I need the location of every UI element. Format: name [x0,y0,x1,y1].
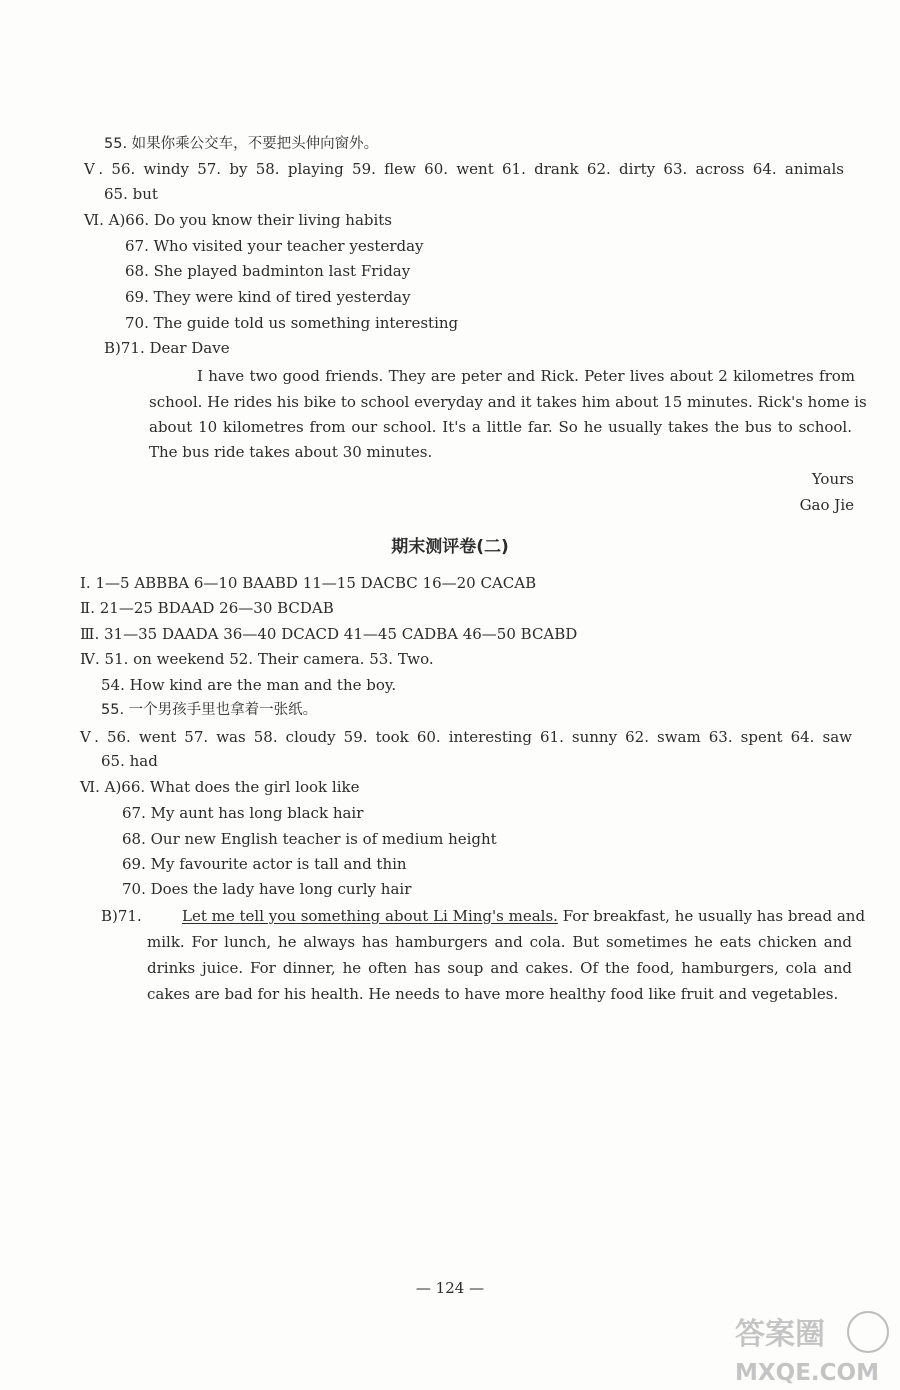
section-iv-line-1: Ⅳ. 51. on weekend 52. Their camera. 53. Two. [80,650,434,668]
section-vi-2-b-label: B)71. [101,907,142,925]
essay-topic-sentence: Let me tell you something about Li Ming's meals. [182,907,558,925]
site-watermark [718,1308,896,1386]
section-v-2-line-2: 65. had [101,752,158,770]
watermark-top-text: 答案圈 [735,1317,825,1352]
section-vi-2-a-67: 67. My aunt has long black hair [122,804,364,822]
section-vi-a-67: 67. Who visited your teacher yesterday [125,237,424,255]
watermark-circle [848,1312,888,1352]
watermark-site-text: MXQE.COM [735,1360,879,1386]
section-iv-line-2: 54. How kind are the man and the boy. [101,676,397,694]
section-vi-b-label: B)71. Dear Dave [104,339,230,357]
section-vi-a-70: 70. The guide told us something interesting [125,314,459,332]
letter-line-3: about 10 kilometres from our school. It's a little far. So he usually takes the bus to school. [149,418,852,436]
section-v-line-1: Ⅴ. 56. windy 57. by 58. playing 59. flew 60. went 61. drank 62. dirty 63. across 64. animals [84,160,844,178]
letter-line-1: I have two good friends. They are peter and Rick. Peter lives about 2 kilometres from [197,367,855,385]
section-vi-2-a-66: Ⅵ. A)66. What does the girl look like [80,778,360,796]
section-v-line-2: 65. but [104,185,158,203]
page-number: — 124 — [415,1279,485,1297]
letter-closing: Yours [811,470,854,488]
section-v-2-line-1: Ⅴ. 56. went 57. was 58. cloudy 59. took 60. interesting 61. sunny 62. swam 63. spent 64. saw [80,728,852,746]
section-vi-2-a-69: 69. My favourite actor is tall and thin [122,855,407,873]
section-iv-line-3: 55. 一个男孩手里也拿着一张纸。 [101,702,318,718]
section-vi-a-66: Ⅵ. A)66. Do you know their living habits [84,211,393,229]
section-vi-a-68: 68. She played badminton last Friday [125,262,411,280]
essay-line-3: drinks juice. For dinner, he often has soup and cakes. Of the food, hamburgers, cola and [147,959,852,977]
answer-55: 55. 如果你乘公交车，不要把头伸向窗外。 [104,136,379,152]
section-iii-answers: Ⅲ. 31—35 DAADA 36—40 DCACD 41—45 CADBA 46—50 BCABD [80,625,578,643]
exam-title: 期末测评卷(二) [391,537,509,557]
essay-line-1 [182,906,866,926]
section-ii-answers: Ⅱ. 21—25 BDAAD 26—30 BCDAB [80,599,334,617]
section-vi-2-a-70: 70. Does the lady have long curly hair [122,880,412,898]
section-i-answers: Ⅰ. 1—5 ABBBA 6—10 BAABD 11—15 DACBC 16—20 CACAB [80,574,537,592]
essay-line-4: cakes are bad for his health. He needs to have more healthy food like fruit and vegetables. [147,985,839,1003]
section-vi-a-69: 69. They were kind of tired yesterday [125,288,411,306]
letter-signature: Gao Jie [799,496,854,514]
letter-line-4: The bus ride takes about 30 minutes. [149,443,433,461]
section-vi-2-a-68: 68. Our new English teacher is of medium height [122,830,497,848]
essay-line-2: milk. For lunch, he always has hamburgers and cola. But sometimes he eats chicken and [147,933,852,951]
letter-line-2: school. He rides his bike to school everyday and it takes him about 15 minutes. Rick's home is [149,393,867,411]
essay-line-1-rest: For breakfast, he usually has bread and [557,907,866,925]
